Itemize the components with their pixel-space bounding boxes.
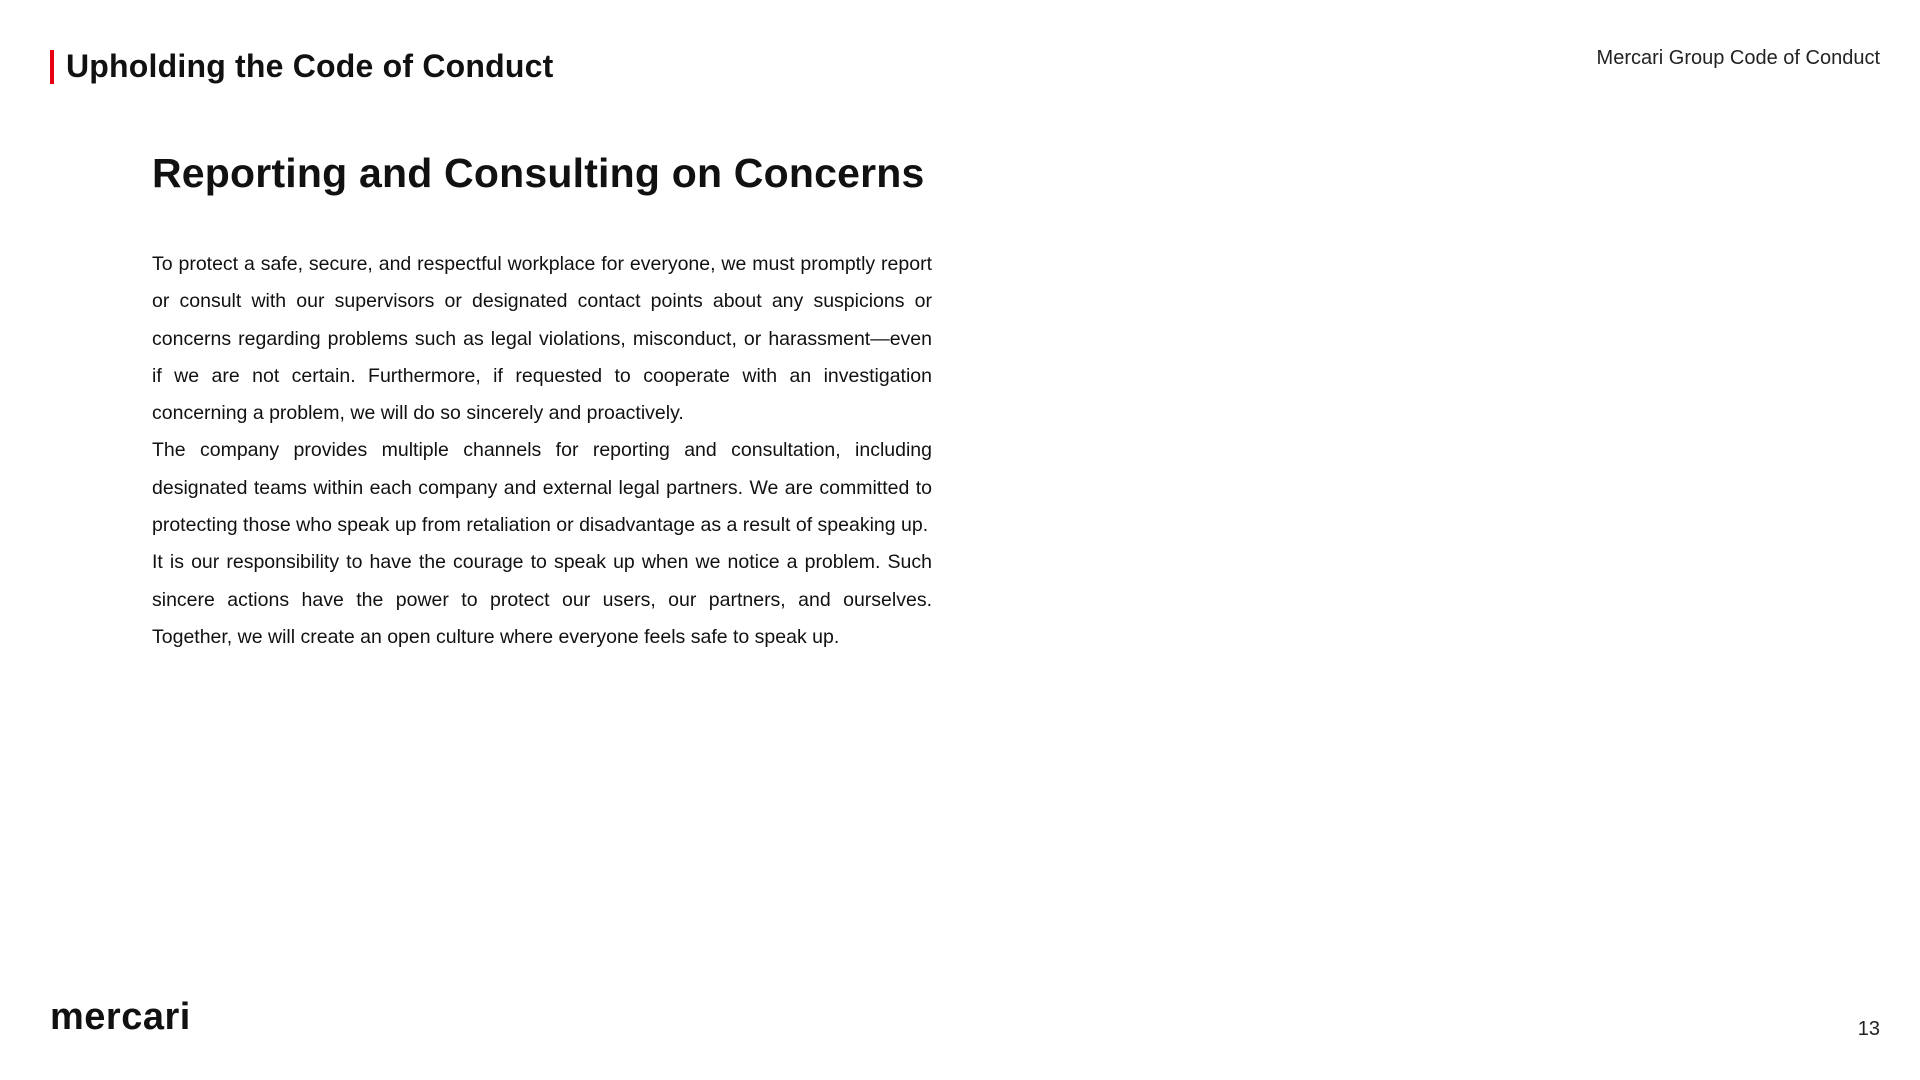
section-header [50,48,554,85]
body-paragraph: It is our responsibility to have the courage to speak up when we notice a problem. Such sincere actions have the power to protect our users, our partners, and ourselves. Together, we will create an open culture where everyone feels safe to speak up. [152,551,932,648]
body-paragraph: To protect a safe, secure, and respectful workplace for everyone, we must promptly report or consult with our supervisors or designated contact points about any suspicions or concerns regarding problems such as legal violations, misconduct, or harassment—even if we are not certain. Furthermore, if requested to cooperate with an investigation concerning a problem, we will do so sincerely and proactively. [152,253,932,425]
section-title: Upholding the Code of Conduct [66,48,554,84]
section-accent-bar [50,50,54,84]
document-name: Mercari Group Code of Conduct [1596,47,1880,69]
body-text [152,246,932,656]
mercari-logo: mercari [50,996,191,1038]
body-paragraph: The company provides multiple channels for reporting and consultation, including designated teams within each company and external legal partners. We are committed to protecting those who speak up from retaliation or disadvantage as a result of speaking up. [152,439,932,537]
page-number: 13 [1857,1018,1880,1040]
page-heading: Reporting and Consulting on Concerns [152,150,925,196]
